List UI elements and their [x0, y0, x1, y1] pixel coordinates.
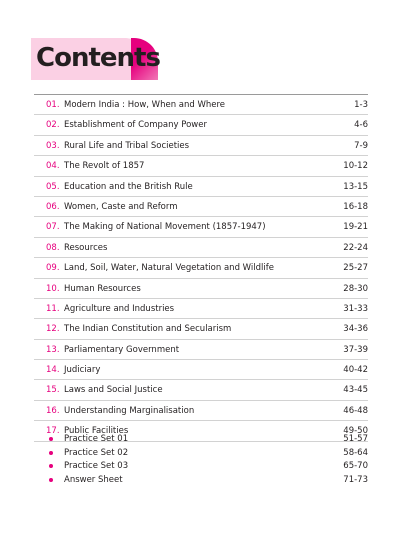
- practice-title: Practice Set 01: [64, 434, 129, 444]
- chapter-number: 11.: [46, 303, 60, 314]
- chapter-number: 03.: [46, 140, 60, 151]
- chapter-title: Public Facilities: [64, 426, 129, 437]
- toc-row[interactable]: [34, 197, 368, 217]
- chapter-title: Judiciary: [64, 365, 101, 376]
- chapter-title: Modern India : How, When and Where: [64, 100, 226, 110]
- toc-row[interactable]: [34, 340, 368, 360]
- toc-row[interactable]: [34, 217, 368, 237]
- chapter-title: Resources: [64, 242, 108, 253]
- toc-row[interactable]: [34, 380, 368, 400]
- table-of-contents: [34, 94, 368, 442]
- practice-row[interactable]: [34, 447, 368, 461]
- practice-row[interactable]: [34, 433, 368, 447]
- chapter-pages: 49-50: [343, 426, 368, 437]
- bullet-icon: [49, 451, 53, 455]
- chapter-pages: 13-15: [343, 181, 368, 192]
- chapter-number: 17.: [46, 426, 60, 437]
- chapter-pages: 4-6: [354, 120, 368, 131]
- chapter-number: 08.: [46, 242, 60, 253]
- toc-row[interactable]: [34, 360, 368, 380]
- chapter-number: 05.: [46, 181, 60, 192]
- chapter-pages: 22-24: [343, 242, 368, 253]
- chapter-pages: 31-33: [343, 303, 368, 314]
- chapter-number: 13.: [46, 344, 60, 355]
- chapter-number: 07.: [46, 222, 60, 233]
- bullet-icon: [49, 437, 53, 441]
- practice-pages: 65-70: [343, 461, 368, 472]
- chapter-number: 09.: [46, 263, 60, 274]
- chapter-title: Laws and Social Justice: [64, 385, 163, 396]
- chapter-title: Human Resources: [64, 283, 141, 294]
- chapter-title: Rural Life and Tribal Societies: [64, 140, 190, 151]
- chapter-title: Understanding Marginalisation: [64, 405, 195, 416]
- chapter-number: 14.: [46, 365, 60, 376]
- practice-pages: 71-73: [343, 475, 368, 486]
- chapter-number: 15.: [46, 385, 60, 396]
- chapter-number: 02.: [46, 120, 60, 131]
- chapter-number: 04.: [46, 161, 60, 172]
- practice-pages: 58-64: [343, 447, 368, 458]
- chapter-title: Agriculture and Industries: [64, 303, 175, 314]
- chapter-number: 16.: [46, 405, 60, 416]
- bullet-icon: [49, 478, 53, 482]
- chapter-pages: 19-21: [343, 222, 368, 233]
- chapter-number: 12.: [46, 324, 60, 335]
- toc-row[interactable]: [34, 319, 368, 339]
- bullet-icon: [49, 464, 53, 468]
- toc-row[interactable]: [34, 279, 368, 299]
- chapter-pages: 34-36: [343, 324, 368, 335]
- practice-title: Answer Sheet: [64, 475, 123, 486]
- chapter-pages: 16-18: [343, 201, 368, 212]
- chapter-pages: 7-9: [354, 140, 368, 151]
- contents-header: [31, 38, 158, 80]
- toc-row[interactable]: [34, 177, 368, 197]
- toc-row[interactable]: [34, 258, 368, 278]
- chapter-number: 01.: [46, 100, 60, 110]
- practice-title: Practice Set 03: [64, 461, 129, 472]
- chapter-pages: 40-42: [343, 365, 368, 376]
- chapter-pages: 37-39: [343, 344, 368, 355]
- practice-pages: 51-57: [343, 434, 368, 444]
- page-title: Contents: [36, 43, 160, 73]
- toc-row[interactable]: [34, 136, 368, 156]
- chapter-pages: 46-48: [343, 405, 368, 416]
- toc-row[interactable]: [34, 238, 368, 258]
- chapter-number: 10.: [46, 283, 60, 294]
- chapter-title: Land, Soil, Water, Natural Vegetation and Wildlife: [64, 263, 274, 274]
- chapter-number: 06.: [46, 201, 60, 212]
- practice-title: Practice Set 02: [64, 447, 129, 458]
- toc-row[interactable]: [34, 299, 368, 319]
- toc-row[interactable]: [34, 115, 368, 135]
- chapter-pages: 10-12: [343, 161, 368, 172]
- practice-row[interactable]: [34, 460, 368, 474]
- chapter-title: The Revolt of 1857: [64, 161, 145, 172]
- chapter-pages: 43-45: [343, 385, 368, 396]
- toc-row[interactable]: [34, 401, 368, 421]
- chapter-title: The Indian Constitution and Secularism: [64, 324, 232, 335]
- chapter-pages: 1-3: [354, 100, 368, 110]
- chapter-title: Parliamentary Government: [64, 344, 180, 355]
- chapter-pages: 25-27: [343, 263, 368, 274]
- chapter-pages: 28-30: [343, 283, 368, 294]
- chapter-title: The Making of National Movement (1857-1947): [64, 222, 266, 233]
- toc-row[interactable]: [34, 156, 368, 176]
- toc-row[interactable]: [34, 94, 368, 115]
- chapter-title: Women, Caste and Reform: [64, 201, 178, 212]
- chapter-title: Education and the British Rule: [64, 181, 193, 192]
- practice-sets-list: [34, 433, 368, 488]
- practice-row[interactable]: [34, 474, 368, 488]
- chapter-title: Establishment of Company Power: [64, 120, 207, 131]
